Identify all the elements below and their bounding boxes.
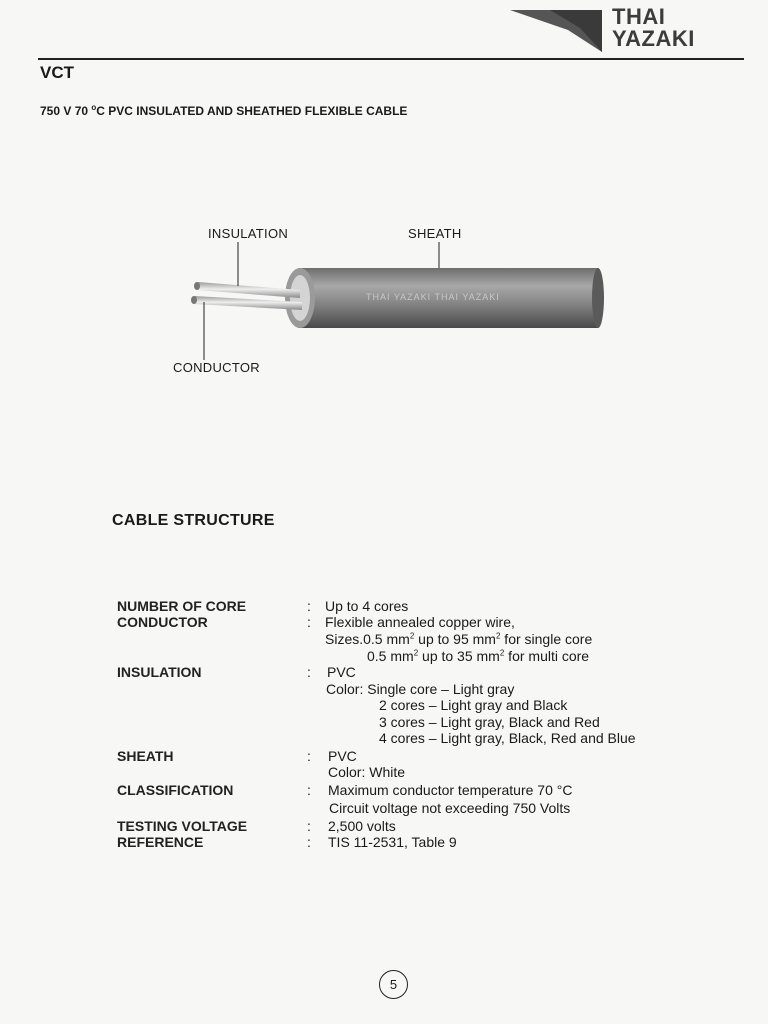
- page-number: 5: [379, 970, 408, 999]
- spec-label: TESTING VOLTAGE: [117, 818, 248, 834]
- spec-value: 2 cores – Light gray and Black: [379, 697, 568, 713]
- cable-structure-title: CABLE STRUCTURE: [112, 512, 275, 529]
- spec-colon: :: [307, 818, 311, 834]
- spec-row-insulation: [117, 664, 737, 681]
- spec-value: PVC: [328, 748, 357, 764]
- spec-value: TIS 11-2531, Table 9: [328, 834, 457, 850]
- spec-row-classification: [117, 782, 737, 799]
- spec-insulation-3-cores: [117, 714, 737, 731]
- spec-row-reference: [117, 834, 737, 851]
- spec-conductor-size-single: [117, 631, 737, 648]
- spec-sheath-color: [117, 764, 737, 781]
- cable-code: VCT: [40, 63, 74, 82]
- spec-label: REFERENCE: [117, 834, 204, 850]
- spec-label: CLASSIFICATION: [117, 782, 234, 798]
- header-rule: [38, 58, 744, 60]
- spec-insulation-color: [117, 681, 737, 698]
- spec-value: PVC: [327, 664, 356, 680]
- spec-colon: :: [307, 748, 311, 764]
- spec-value: Circuit voltage not exceeding 750 Volts: [329, 800, 571, 816]
- subtitle-degree: o: [91, 103, 97, 112]
- cable-subtitle: [40, 103, 407, 118]
- spec-insulation-4-cores: [117, 730, 737, 747]
- spec-colon: :: [307, 782, 311, 798]
- spec-label: SHEATH: [117, 748, 174, 764]
- spec-value: 4 cores – Light gray, Black, Red and Blue: [379, 730, 636, 746]
- spec-value: Color: White: [328, 764, 406, 780]
- spec-colon: :: [307, 664, 311, 680]
- logo-line-1: THAI: [612, 4, 666, 29]
- spec-value: Sizes.0.5 $mm^2$ up to 95 $mm^2$ for single core: [325, 631, 593, 647]
- spec-value: 2,500 volts: [328, 818, 396, 834]
- thai-yazaki-logo-mark: [510, 8, 606, 54]
- spec-conductor-size-multi: [117, 648, 737, 665]
- spec-classification-voltage: [117, 800, 737, 817]
- spec-colon: :: [307, 834, 311, 850]
- cable-diagram: [170, 222, 610, 382]
- insulated-cores: [191, 282, 302, 310]
- spec-label: CONDUCTOR: [117, 614, 208, 630]
- spec-colon: :: [307, 614, 311, 630]
- spec-label: INSULATION: [117, 664, 202, 680]
- spec-value: Flexible annealed copper wire,: [325, 614, 515, 630]
- subtitle-voltage: 750 V 70: [40, 104, 89, 118]
- spec-row-conductor: [117, 614, 737, 631]
- spec-value: 3 cores – Light gray, Black and Red: [379, 714, 600, 730]
- spec-row-cores: [117, 598, 737, 615]
- logo-line-2: YAZAKI: [612, 26, 695, 51]
- sheath-print: THAI YAZAKI THAI YAZAKI: [366, 292, 500, 302]
- spec-colon: :: [307, 598, 311, 614]
- conductor-label: CONDUCTOR: [173, 360, 260, 375]
- spec-value: Maximum conductor temperature 70 °C: [328, 782, 573, 798]
- thai-yazaki-logo-text: [612, 6, 695, 50]
- spec-insulation-2-cores: [117, 697, 737, 714]
- sheath-label: SHEATH: [408, 226, 462, 241]
- spec-value: 0.5 $mm^2$ up to 35 $mm^2$ for multi core: [367, 648, 590, 664]
- spec-value: Color: Single core – Light gray: [326, 681, 515, 697]
- spec-value: Up to 4 cores: [325, 598, 409, 614]
- spec-row-testing-voltage: [117, 818, 737, 835]
- spec-label: NUMBER OF CORE: [117, 598, 247, 614]
- insulation-label: INSULATION: [208, 226, 289, 241]
- subtitle-description: C PVC INSULATED AND SHEATHED FLEXIBLE CABLE: [96, 104, 408, 118]
- spec-row-sheath: [117, 748, 737, 765]
